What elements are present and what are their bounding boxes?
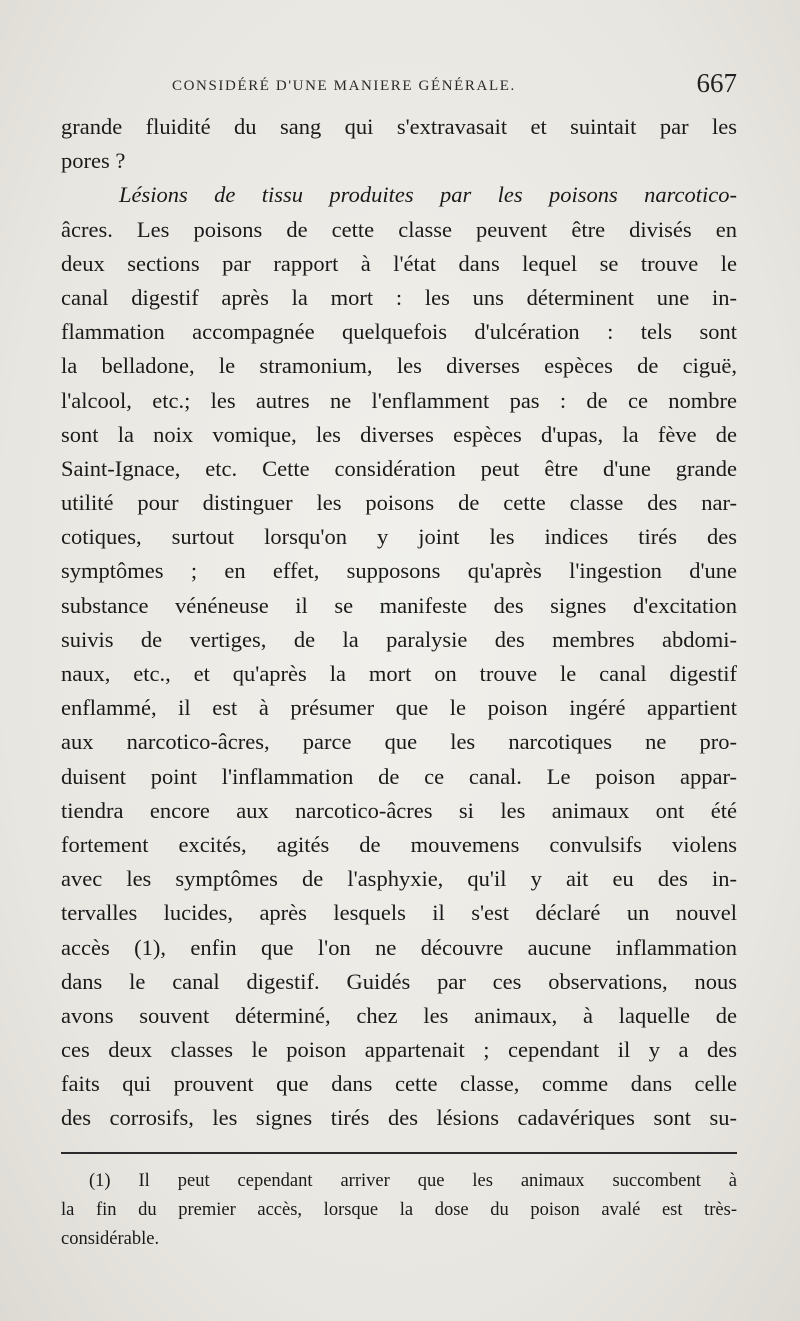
text-line: aux narcotico-âcres, parce que les narcotiques ne pro- [61, 729, 737, 755]
text-line: pores ? [61, 148, 126, 174]
text-line: accès (1), enfin que l'on ne découvre aucune inflammation [61, 934, 737, 960]
text-line: avons souvent déterminé, chez les animaux, à laquelle de [61, 1002, 737, 1028]
text-line: âcres. Les poisons de cette classe peuvent être divisés en [61, 216, 737, 242]
text-line: suivis de vertiges, de la paralysie des membres abdomi- [61, 626, 737, 652]
footnote [61, 1167, 737, 1254]
footnote-line: la fin du premier accès, lorsque la dose du poison avalé est très- [61, 1200, 737, 1220]
text-line: des corrosifs, les signes tirés des lésions cadavériques sont su- [61, 1105, 737, 1131]
text-line: ces deux classes le poison appartenait ; cependant il y a des [61, 1037, 737, 1063]
footnote-line: (1) Il peut cependant arriver que les animaux succombent à [89, 1171, 737, 1191]
text-line: canal digestif après la mort : les uns déterminent une in- [61, 284, 737, 310]
text-line: faits qui prouvent que dans cette classe, comme dans celle [61, 1071, 737, 1097]
text-line: duisent point l'inflammation de ce canal. Le poison appar- [61, 763, 737, 789]
text-line: naux, etc., et qu'après la mort on trouve le canal digestif [61, 661, 737, 686]
footnote-rule [61, 1152, 737, 1154]
text-line: dans le canal digestif. Guidés par ces observations, nous [61, 968, 737, 994]
text-line: Saint-Ignace, etc. Cette considération peut être d'une grande [61, 455, 737, 481]
body-text [61, 110, 737, 1136]
page-header [172, 68, 737, 108]
text-line: cotiques, surtout lorsqu'on y joint les indices tirés des [61, 524, 737, 550]
text-line: l'alcool, etc.; les autres ne l'enflamment pas : de ce nombre [61, 387, 737, 413]
text-line: substance vénéneuse il se manifeste des signes d'excitation [61, 592, 737, 618]
text-line: flammation accompagnée quelquefois d'ulcération : tels sont [61, 319, 737, 345]
footnote-line: considérable. [61, 1229, 160, 1249]
text-line: deux sections par rapport à l'état dans lequel se trouve le [61, 250, 737, 276]
text-line: avec les symptômes de l'asphyxie, qu'il y ait eu des in- [61, 866, 737, 892]
text-line: tiendra encore aux narcotico-âcres si les animaux ont été [61, 797, 737, 823]
text-line: fortement excités, agités de mouvemens convulsifs violens [61, 831, 737, 857]
section-heading-line: Lésions de tissu produites par les poisons narcotico- [119, 182, 737, 208]
text-line: grande fluidité du sang qui s'extravasait et suintait par les [61, 114, 737, 139]
running-head: CONSIDÉRÉ D'UNE MANIERE GÉNÉRALE. [172, 78, 516, 94]
text-line: enflammé, il est à présumer que le poison ingéré appartient [61, 695, 737, 721]
text-line: la belladone, le stramonium, les diverses espèces de ciguë, [61, 353, 737, 379]
page-number: 667 [696, 68, 737, 98]
text-line: utilité pour distinguer les poisons de cette classe des nar- [61, 490, 737, 516]
text-line: symptômes ; en effet, supposons qu'après l'ingestion d'une [61, 558, 737, 584]
text-line: sont la noix vomique, les diverses espèces d'upas, la fève de [61, 421, 737, 447]
text-line: tervalles lucides, après lesquels il s'est déclaré un nouvel [61, 900, 737, 926]
